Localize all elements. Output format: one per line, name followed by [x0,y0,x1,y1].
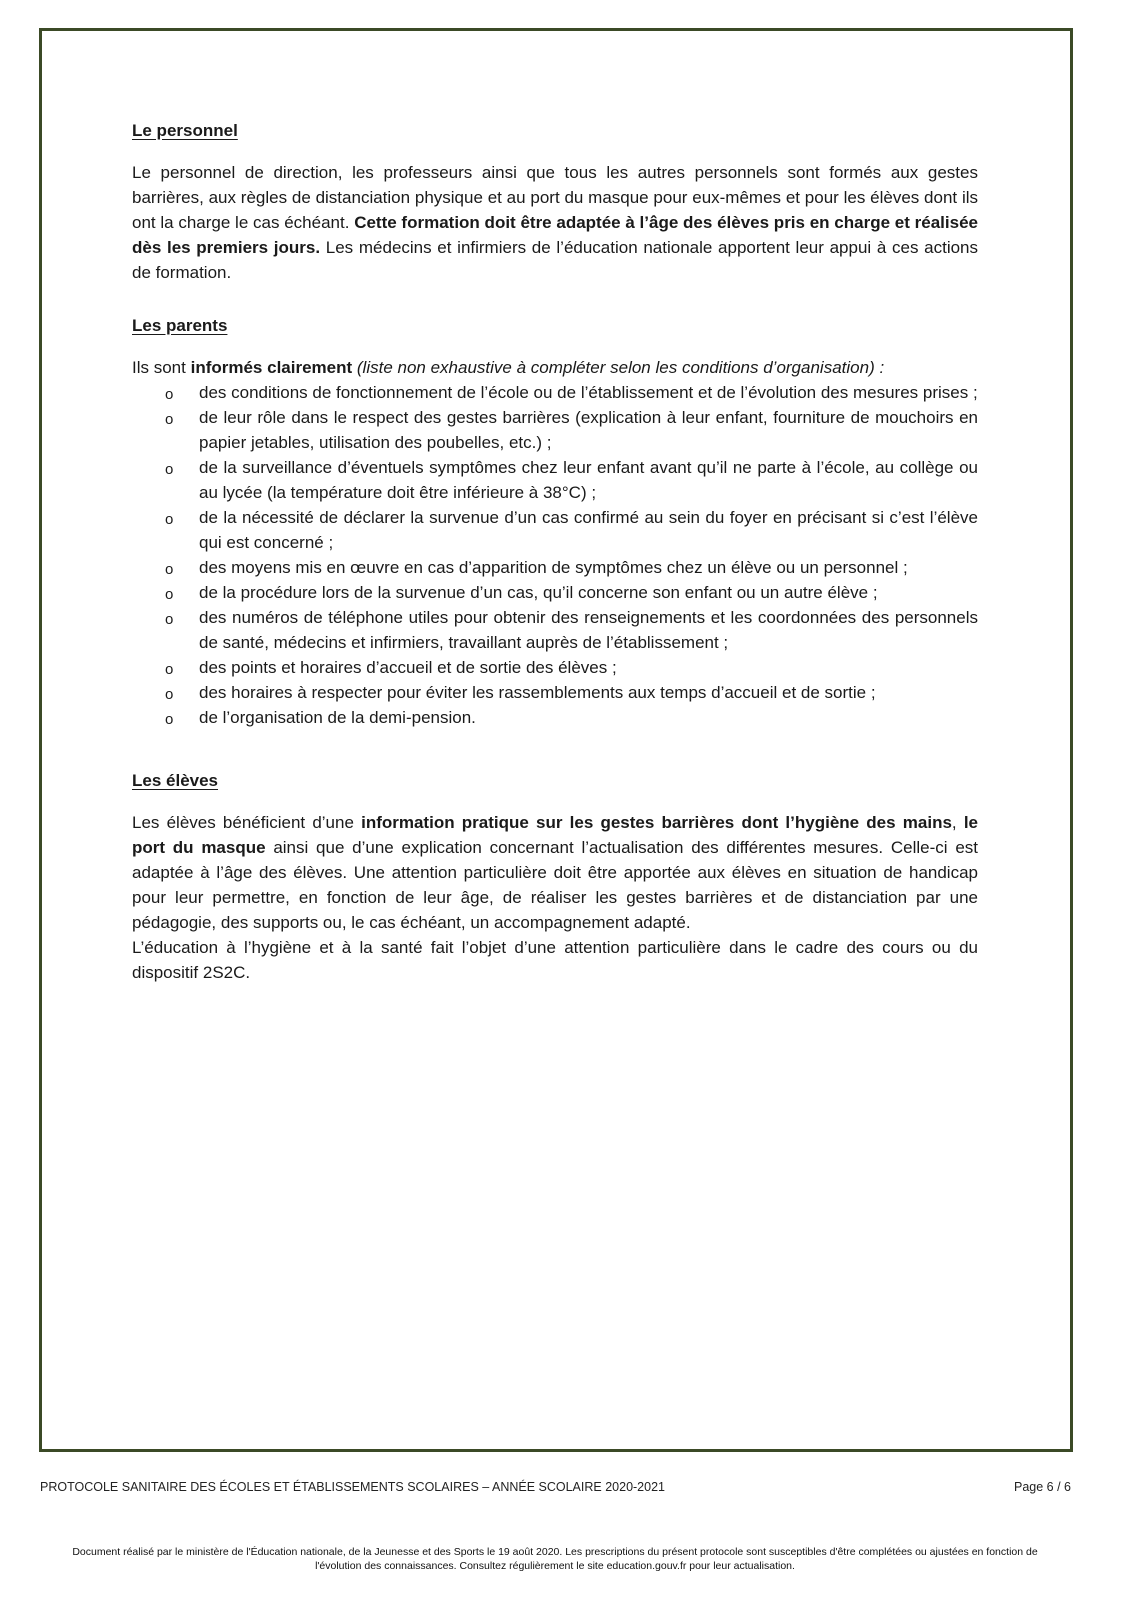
bullet-icon: o [165,411,174,428]
bullet-icon: o [165,661,174,678]
parents-intro-text: Ils sont [132,358,191,377]
list-item [132,555,978,580]
list-item [132,605,978,655]
eleves-text-3: ainsi que d’une explication concernant l’actualisation des différentes mesures. Celle-ci est adaptée à l’âge des élèves. Une attention particulière doit être apportée aux élèves en situation de handicap pour leur permettre, en fonction de leur âge, de réaliser les gestes barrières et de distanciation par une pédagogie, des supports ou, le cas échéant, un accompagnement adapté. [132,838,979,932]
parents-info-list [132,380,978,730]
eleves-paragraph-2: L’éducation à l’hygiène et à la santé fait l’objet d’une attention particulière dans le cadre des cours ou du dispositif 2S2C. [132,938,978,982]
eleves-text-bold-2: le port du masque [132,813,978,857]
section-eleves [132,768,978,985]
personnel-text-bold: Cette formation doit être adaptée à l’âge des élèves pris en charge et réalisée dès les premiers jours. [132,213,978,257]
list-item-text: de la surveillance d’éventuels symptômes chez leur enfant avant qu’il ne parte à l’école, au collège ou au lycée (la température doit être inférieure à 38°C) ; [199,458,978,502]
list-item [132,580,978,605]
list-item [132,455,978,505]
list-item [132,655,978,680]
list-item [132,680,978,705]
eleves-text-bold-1: information pratique sur les gestes barrières dont l’hygiène des mains [361,813,952,832]
parents-intro-bold: informés clairement [190,358,353,377]
bullet-icon: o [165,586,174,603]
personnel-text-1: Le personnel de direction, les professeurs ainsi que tous les autres personnels sont formés aux gestes barrières, aux règles de distanciation physique et au port du masque pour eux-mêmes et pour les élèves dont ils ont la charge le cas échéant. [132,163,978,232]
list-item [132,405,978,455]
section-heading-parents: Les parents [132,316,228,335]
list-item-text: de leur rôle dans le respect des gestes barrières (explication à leur enfant, fourniture de mouchoirs en papier jetables, utilisation des poubelles, etc.) ; [199,408,978,452]
list-item-text: des points et horaires d’accueil et de sortie des élèves ; [199,658,617,677]
section-heading-eleves: Les élèves [132,771,219,790]
bullet-icon: o [165,686,174,703]
eleves-paragraph [132,810,978,935]
section-heading-personnel: Le personnel [132,121,238,140]
bullet-icon: o [165,711,174,728]
list-item-text: des conditions de fonctionnement de l’école ou de l’établissement et de l’évolution des mesures prises ; [199,383,978,402]
bullet-icon: o [165,511,174,528]
section-parents [132,313,978,730]
bullet-icon: o [165,386,174,403]
list-item [132,505,978,555]
bullet-icon: o [165,461,174,478]
bullet-icon: o [165,611,174,628]
document-body [132,118,978,985]
eleves-text-1: Les élèves bénéficient d’une [132,813,362,832]
personnel-text-2: Les médecins et infirmiers de l’éducation nationale apportent leur appui à ces actions de formation. [132,238,979,282]
bullet-icon: o [165,561,174,578]
section-personnel [132,118,978,285]
list-item-text: des horaires à respecter pour éviter les rassemblements aux temps d’accueil et de sortie ; [199,683,876,702]
eleves-text-2: , [951,813,964,832]
footer-page-number: Page 6 / 6 [1014,1480,1071,1494]
list-item [132,705,978,730]
list-item-text: de l’organisation de la demi-pension. [199,708,476,727]
list-item-text: de la nécessité de déclarer la survenue d’un cas confirmé au sein du foyer en précisant si c’est l’élève qui est concerné ; [199,508,978,552]
parents-intro [132,355,978,380]
list-item-text: de la procédure lors de la survenue d’un cas, qu’il concerne son enfant ou un autre élève ; [199,583,878,602]
parents-intro-italic: (liste non exhaustive à compléter selon les conditions d’organisation) : [352,358,885,377]
list-item [132,380,978,405]
personnel-paragraph [132,160,978,285]
list-item-text: des numéros de téléphone utiles pour obtenir des renseignements et les coordonnées des personnels de santé, médecins et infirmiers, travaillant auprès de l’établissement ; [199,608,978,652]
footer-document-title: PROTOCOLE SANITAIRE DES ÉCOLES ET ÉTABLISSEMENTS SCOLAIRES – ANNÉE SCOLAIRE 2020-2021 [40,1480,665,1494]
list-item-text: des moyens mis en œuvre en cas d’apparition de symptômes chez un élève ou un personnel ; [199,558,908,577]
footer-legal-note: Document réalisé par le ministère de l'Éducation nationale, de la Jeunesse et des Sports le 19 août 2020. Les prescriptions du présent protocole sont susceptibles d'être complétées ou ajustées en fonction de l'évolution des connaissances. Consultez régulièrement le site education.gouv.fr pour leur actualisation. [72,1546,1038,1572]
